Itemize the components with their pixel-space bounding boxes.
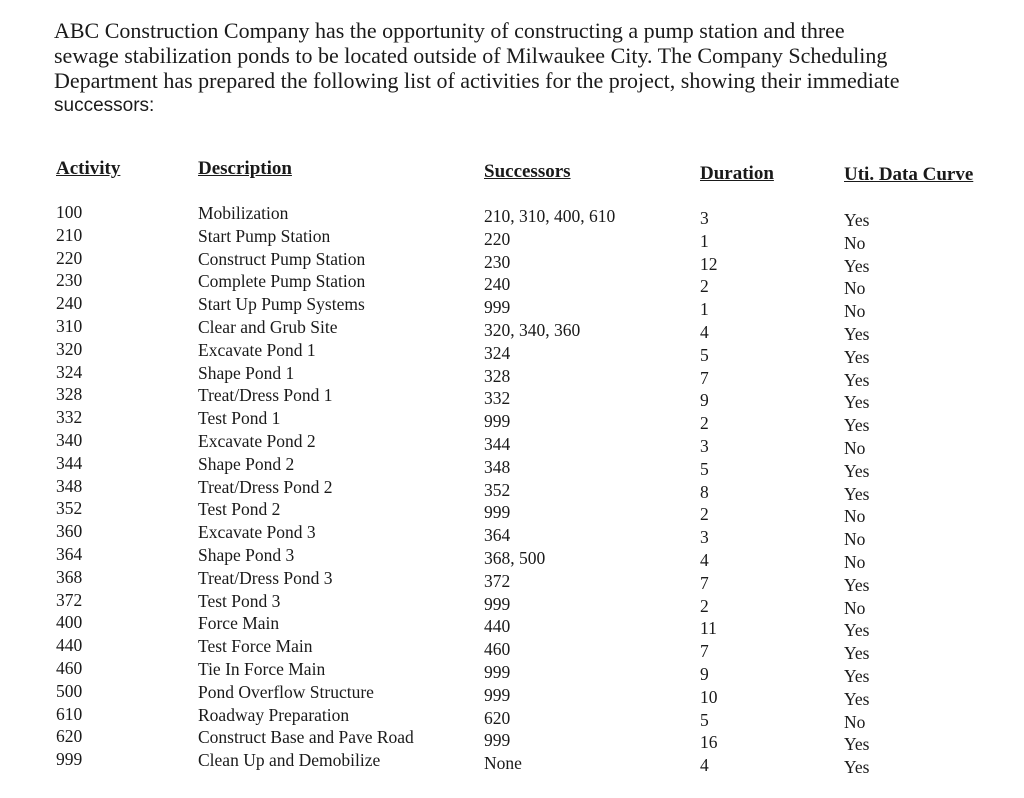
description-cell: Treat/Dress Pond 1	[198, 385, 333, 406]
uti-data-curve-cell: No	[844, 232, 866, 253]
description-cell: Excavate Pond 1	[198, 339, 316, 360]
uti-data-curve-cell: No	[844, 551, 866, 572]
intro-line: Department has prepared the following list of activities for the project, showing their immediate	[54, 68, 900, 93]
successors-cell: 332	[484, 388, 511, 409]
description-cell: Roadway Preparation	[198, 704, 350, 725]
successors-cell: 230	[484, 251, 511, 272]
header-successors: Successors	[484, 161, 571, 182]
activity-cell: 240	[56, 293, 83, 314]
duration-cell: 3	[700, 208, 709, 228]
activity-cell: 220	[56, 247, 83, 268]
duration-cell: 4	[700, 755, 709, 776]
successors-cell: 999	[484, 593, 511, 614]
table-row	[0, 680, 1024, 709]
uti-data-curve-cell: Yes	[844, 665, 870, 686]
table-row	[0, 635, 1024, 664]
successors-cell: 368, 500	[484, 547, 546, 568]
activity-cell: 620	[56, 726, 83, 747]
duration-cell: 3	[700, 435, 709, 456]
activity-cell: 100	[56, 202, 83, 222]
successors-cell: 999	[484, 297, 511, 318]
description-cell: Tie In Force Main	[198, 658, 326, 679]
uti-data-curve-cell: Yes	[844, 574, 870, 595]
intro-line: ABC Construction Company has the opportunity of constructing a pump station and three	[54, 18, 845, 43]
successors-cell: 344	[484, 433, 511, 454]
description-cell: Complete Pump Station	[198, 271, 366, 292]
description-cell: Test Force Main	[198, 636, 313, 657]
successors-cell: 320, 340, 360	[484, 319, 581, 340]
uti-data-curve-cell: Yes	[844, 255, 870, 276]
table-row	[0, 749, 1024, 778]
activity-cell: 999	[56, 749, 83, 770]
uti-data-curve-cell: Yes	[844, 346, 870, 367]
duration-cell: 10	[700, 686, 718, 707]
table-row	[0, 202, 1024, 230]
activity-cell: 324	[56, 361, 83, 382]
activity-cell: 364	[56, 543, 83, 564]
table-row	[0, 407, 1024, 436]
successors-cell: 999	[484, 684, 511, 705]
duration-cell: 11	[700, 618, 717, 639]
successors-cell: 348	[484, 456, 511, 477]
table-row	[0, 315, 1024, 344]
description-cell: Start Pump Station	[198, 225, 331, 246]
successors-cell: 372	[484, 570, 511, 591]
activity-cell: 440	[56, 635, 83, 656]
description-cell: Excavate Pond 2	[198, 430, 316, 451]
description-cell: Test Pond 3	[198, 590, 281, 611]
activity-table-body	[0, 202, 1024, 778]
table-row	[0, 589, 1024, 618]
activity-cell: 500	[56, 680, 83, 701]
description-cell: Shape Pond 3	[198, 544, 295, 565]
header-uti-data-curve: Uti. Data Curve	[844, 164, 974, 185]
activity-cell: 332	[56, 407, 83, 428]
duration-cell: 16	[700, 732, 718, 753]
uti-data-curve-cell: Yes	[844, 460, 870, 481]
table-row	[0, 293, 1024, 322]
duration-cell: 2	[700, 504, 709, 525]
uti-data-curve-cell: No	[844, 301, 866, 322]
header-description: Description	[198, 158, 292, 179]
uti-data-curve-cell: No	[844, 506, 866, 527]
duration-cell: 2	[700, 595, 709, 616]
activity-cell: 340	[56, 429, 83, 450]
activity-cell: 310	[56, 315, 83, 336]
activity-cell: 352	[56, 498, 83, 519]
description-cell: Start Up Pump Systems	[198, 294, 365, 315]
uti-data-curve-cell: Yes	[844, 757, 870, 778]
duration-cell: 12	[700, 253, 718, 274]
uti-data-curve-cell: Yes	[844, 323, 870, 344]
activity-cell: 460	[56, 657, 83, 678]
successors-cell: 999	[484, 411, 511, 432]
duration-cell: 7	[700, 641, 709, 662]
description-cell: Mobilization	[198, 203, 289, 223]
uti-data-curve-cell: No	[844, 711, 866, 732]
description-cell: Force Main	[198, 613, 280, 634]
activity-cell: 360	[56, 521, 83, 542]
description-cell: Test Pond 1	[198, 408, 281, 429]
table-row	[0, 338, 1024, 367]
table-header	[0, 158, 1024, 186]
successors-cell: 328	[484, 365, 511, 386]
activity-cell: 328	[56, 384, 83, 405]
uti-data-curve-cell: Yes	[844, 734, 870, 755]
duration-cell: 5	[700, 709, 709, 730]
duration-cell: 5	[700, 458, 709, 479]
description-cell: Shape Pond 2	[198, 453, 295, 474]
uti-data-curve-cell: Yes	[844, 415, 870, 436]
duration-cell: 8	[700, 481, 709, 502]
description-cell: Construct Pump Station	[198, 248, 366, 269]
table-row	[0, 612, 1024, 641]
uti-data-curve-cell: Yes	[844, 369, 870, 390]
description-cell: Treat/Dress Pond 3	[198, 567, 333, 588]
intro-line: sewage stabilization ponds to be located outside of Milwaukee City. The Company Scheduling	[54, 43, 888, 68]
uti-data-curve-cell: Yes	[844, 392, 870, 413]
intro-line: successors:	[54, 95, 155, 116]
duration-cell: 4	[700, 549, 709, 570]
uti-data-curve-cell: No	[844, 437, 866, 458]
uti-data-curve-cell: Yes	[844, 483, 870, 504]
duration-cell: 7	[700, 367, 709, 388]
header-duration: Duration	[700, 163, 774, 184]
activity-cell: 610	[56, 703, 83, 724]
successors-cell: 240	[484, 274, 511, 295]
activity-cell: 210	[56, 224, 83, 245]
uti-data-curve-cell: No	[844, 597, 866, 618]
successors-cell: 999	[484, 502, 511, 523]
intro-paragraph	[54, 18, 984, 118]
duration-cell: 3	[700, 527, 709, 548]
successors-cell: 364	[484, 525, 511, 546]
table-row	[0, 703, 1024, 732]
successors-cell: 620	[484, 707, 511, 728]
successors-cell: 210, 310, 400, 610	[484, 206, 616, 226]
table-row	[0, 726, 1024, 755]
activity-cell: 400	[56, 612, 83, 633]
table-row	[0, 361, 1024, 390]
duration-cell: 4	[700, 321, 709, 342]
successors-cell: None	[484, 753, 522, 774]
duration-cell: 2	[700, 413, 709, 434]
successors-cell: 220	[484, 228, 511, 249]
description-cell: Clean Up and Demobilize	[198, 750, 381, 771]
successors-cell: 324	[484, 342, 511, 363]
table-row	[0, 270, 1024, 299]
uti-data-curve-cell: No	[844, 278, 866, 299]
description-cell: Pond Overflow Structure	[198, 681, 374, 702]
activity-cell: 368	[56, 566, 83, 587]
description-cell: Shape Pond 1	[198, 362, 295, 383]
table-row	[0, 384, 1024, 413]
description-cell: Treat/Dress Pond 2	[198, 476, 333, 497]
successors-cell: 999	[484, 730, 511, 751]
activity-cell: 320	[56, 338, 83, 359]
duration-cell: 7	[700, 572, 709, 593]
duration-cell: 5	[700, 344, 709, 365]
duration-cell: 2	[700, 276, 709, 297]
duration-cell: 9	[700, 390, 709, 411]
table-row	[0, 657, 1024, 686]
uti-data-curve-cell: Yes	[844, 688, 870, 709]
description-cell: Test Pond 2	[198, 499, 281, 520]
table-row	[0, 498, 1024, 527]
successors-cell: 999	[484, 661, 511, 682]
table-row	[0, 247, 1024, 276]
uti-data-curve-cell: No	[844, 529, 866, 550]
table-row	[0, 543, 1024, 572]
description-cell: Clear and Grub Site	[198, 316, 338, 337]
uti-data-curve-cell: Yes	[844, 620, 870, 641]
successors-cell: 440	[484, 616, 511, 637]
description-cell: Excavate Pond 3	[198, 522, 316, 543]
activity-cell: 348	[56, 475, 83, 496]
table-row	[0, 566, 1024, 595]
activity-cell: 372	[56, 589, 83, 610]
activity-cell: 230	[56, 270, 83, 291]
duration-cell: 1	[700, 230, 709, 251]
successors-cell: 460	[484, 639, 511, 660]
uti-data-curve-cell: Yes	[844, 210, 870, 230]
uti-data-curve-cell: Yes	[844, 643, 870, 664]
table-row	[0, 475, 1024, 504]
successors-cell: 352	[484, 479, 511, 500]
table-row	[0, 452, 1024, 481]
table-row	[0, 224, 1024, 253]
activity-cell: 344	[56, 452, 83, 473]
duration-cell: 9	[700, 663, 709, 684]
table-row	[0, 429, 1024, 458]
header-activity: Activity	[56, 158, 121, 179]
duration-cell: 1	[700, 299, 709, 320]
table-row	[0, 521, 1024, 550]
description-cell: Construct Base and Pave Road	[198, 727, 414, 748]
